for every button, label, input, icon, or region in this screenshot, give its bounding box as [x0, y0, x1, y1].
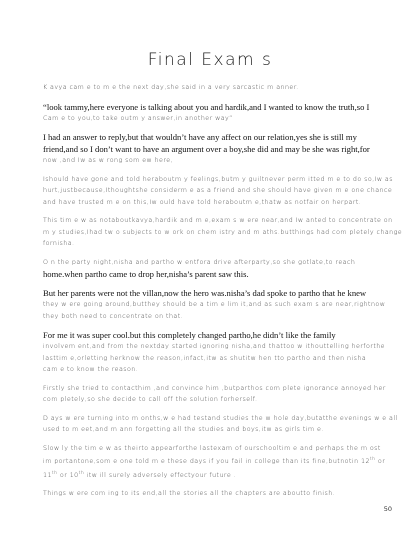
- text-line: [43, 488, 388, 500]
- paragraph: [43, 488, 388, 500]
- text-line: [43, 143, 388, 155]
- text-line: [43, 268, 388, 280]
- paragraph: [43, 413, 398, 436]
- text-line: [43, 185, 393, 197]
- text-segment: involvem ent,and from the nextday started ignoring nisha,and thattoo w ithouttelling herforthe: [43, 343, 385, 350]
- paragraph: [43, 101, 388, 125]
- text-segment: Cam e to you,to take outm y answer,in another way”: [43, 114, 233, 122]
- text-segment: fornisha.: [43, 240, 75, 247]
- text-line: [43, 299, 388, 311]
- text-line: [43, 311, 388, 323]
- paragraph: [43, 287, 388, 322]
- text-segment: Firstly she tried to contacthim ,and convince him ,butparthos com plete ignorance annoyed her: [43, 384, 386, 392]
- text-line: [43, 454, 388, 468]
- paragraph: [43, 131, 388, 167]
- superscript: th: [51, 470, 58, 476]
- text-line: [43, 287, 388, 299]
- superscript: th: [369, 457, 376, 462]
- text-line: [43, 101, 388, 113]
- text-line: [43, 353, 388, 365]
- text-segment: Slow ly the tim e w as theirto appearforthe lastexam of ourschooltim e and perhaps the m ost: [43, 444, 381, 452]
- paragraph: [43, 174, 393, 209]
- text-segment: This tim e w as notaboutkavya,hardik and m e,exam s w ere near,and Iw anted to concentrate on: [43, 217, 393, 224]
- text-segment: K avya cam e to m e the next day,she said in a very sarcastic m anner.: [43, 84, 299, 91]
- paragraph: [43, 383, 388, 406]
- text-line: [43, 215, 393, 227]
- text-segment: D ays w ere turning into m onths,w e had testand studies the w hole day,butatthe evenings w e all: [43, 414, 398, 422]
- text-line: [43, 257, 388, 269]
- text-segment: they both need to concentrate on that.: [43, 312, 184, 320]
- text-segment: “look tammy,here everyone is talking about you and hardik,and I wanted to know the truth,so I: [43, 101, 370, 112]
- text-segment: cam e to know the reason.: [43, 366, 139, 373]
- text-segment: or: [375, 458, 386, 465]
- text-segment: itw ill surely adversely effectyour future .: [84, 471, 237, 479]
- text-line: [43, 443, 388, 455]
- page-title: Final Exam s: [147, 50, 273, 70]
- superscript: th: [78, 470, 85, 476]
- paragraph: [43, 329, 388, 376]
- text-segment: friend,and so I don’t want to have an argument over a boy,she did and may be she was right,for: [43, 144, 370, 154]
- body-text: [43, 82, 403, 507]
- text-segment: hurt,justbecause,Ithoughtshe considerm e as a friend and she should have given m e one chance: [43, 187, 393, 194]
- text-segment: I had an answer to reply,but that wouldn’t have any affect on our relation,yes she is still my: [43, 132, 357, 142]
- text-segment: com pletely,so she decide to call off the solution forherself.: [43, 396, 258, 403]
- text-segment: now ,and Iw as w rong som ew here,: [43, 157, 174, 164]
- text-segment: home.when partho came to drop her,nisha’s parent saw this.: [43, 269, 249, 279]
- text-line: [43, 174, 393, 186]
- text-line: [43, 155, 388, 167]
- text-line: [43, 364, 388, 376]
- text-segment: 11: [43, 471, 52, 479]
- text-segment: m y studies,Ihad tw o subjects to w ork on chem istry and m aths.butthings had com pletely change: [43, 228, 403, 236]
- paragraph: [43, 443, 388, 482]
- text-segment: used to m eet,and m ann forgetting all the studies and boys,itw as girls tim e.: [43, 426, 324, 433]
- text-segment: or 10: [57, 471, 79, 479]
- text-segment: For me it was super cool.but this completely changed partho,he didn’t like the family: [43, 330, 336, 340]
- text-line: [43, 227, 403, 239]
- text-line: [43, 82, 388, 94]
- text-line: [43, 394, 388, 406]
- text-line: [43, 197, 388, 209]
- page-number: 50: [383, 505, 392, 513]
- text-line: [43, 413, 398, 425]
- text-segment: they w ere going around,butthey should be a tim e lim it,and as such exam s are near,rightnow: [43, 301, 386, 308]
- text-line: [43, 238, 388, 250]
- text-segment: and have trusted m e on this,Iw ould have told heraboutm e,thatw as notfair on herpart.: [43, 198, 362, 206]
- text-line: [43, 383, 388, 395]
- paragraph: [43, 82, 388, 94]
- text-line: [43, 329, 388, 341]
- text-segment: lasttim e,orletting herknow the reason,infact,itw as shutitw hen tto partho and then nisha: [43, 354, 367, 362]
- text-segment: Ishould have gone and told heraboutm y feelings,butm y guiltnever perm itted m e to do so,Iw as: [43, 175, 393, 183]
- text-line: [43, 113, 388, 125]
- text-segment: But her parents were not the villan,now the hero was.nisha’s dad spoke to partho that he knew: [43, 288, 367, 298]
- text-line: [43, 341, 388, 353]
- text-line: [43, 131, 388, 143]
- text-segment: im portantone,som e one told m e these days if you fail in college than its fine,butnotin 12: [43, 458, 370, 465]
- text-line: [43, 424, 388, 436]
- text-segment: O n the party night,nisha and partho w entfora drive afterparty,so she gotlate,to reach: [43, 258, 356, 266]
- paragraph: [43, 215, 403, 250]
- paragraph: [43, 257, 388, 281]
- text-line: [43, 468, 388, 482]
- text-segment: Things w ere com ing to its end,all the stories all the chapters are aboutto finish.: [43, 490, 336, 497]
